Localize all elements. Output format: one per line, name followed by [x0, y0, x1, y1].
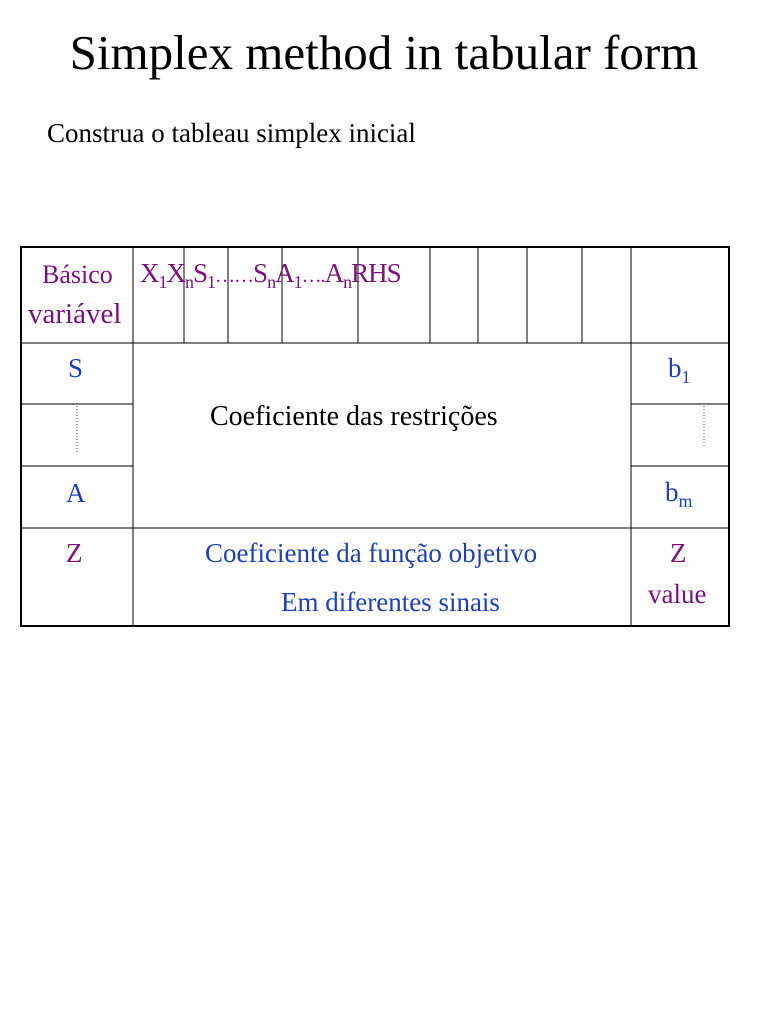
var-a1: $A_1$ — [275, 258, 302, 292]
rhs-bm: $b_m$ — [665, 477, 693, 511]
var-ellipsis-2: …. — [301, 265, 325, 287]
header-basic-label-2: variável — [28, 298, 122, 330]
row-label-s: S — [68, 353, 84, 383]
page-title: Simplex method in tabular form — [69, 25, 699, 80]
simplex-tableau — [20, 246, 730, 627]
header-variables — [140, 258, 401, 292]
var-s1: $S_1$ — [193, 258, 216, 292]
objective-coefficients-line2: Em diferentes sinais — [281, 587, 500, 617]
var-an: $A_n$ — [324, 258, 352, 292]
z-value-line2: value — [648, 579, 707, 609]
row-label-z: Z — [66, 538, 83, 568]
row-label-a: A — [66, 478, 86, 508]
constraint-coefficients: Coeficiente das restrições — [210, 401, 498, 432]
rhs-b1: $b_1$ — [668, 353, 691, 387]
var-x1: $X_1$ — [140, 258, 167, 292]
header-basic-label-1: Básico — [42, 260, 113, 289]
var-sn: $S_n$ — [253, 258, 276, 292]
z-value-line1: Z — [670, 538, 687, 568]
page-subtitle: Construa o tableau simplex inicial — [47, 118, 416, 148]
var-xn: $X_n$ — [166, 258, 193, 292]
objective-coefficients-line1: Coeficiente da função objetivo — [205, 538, 538, 568]
tableau-grid — [20, 246, 730, 627]
var-ellipsis-1: …… — [215, 265, 254, 287]
var-rhs: RHS — [351, 258, 401, 288]
